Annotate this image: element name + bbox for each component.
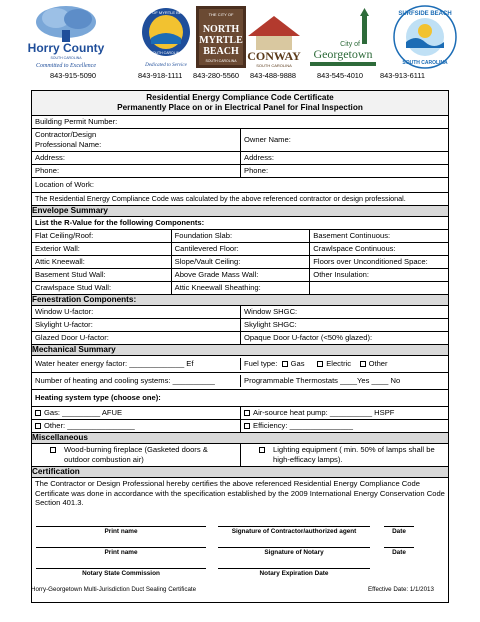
georgetown-top: City of bbox=[340, 41, 360, 48]
window-shgc-field[interactable]: Window SHGC: bbox=[240, 306, 448, 318]
print-name-caption-2: Print name bbox=[104, 549, 138, 556]
conway-logo bbox=[242, 4, 306, 70]
location-field[interactable]: Location of Work: bbox=[35, 180, 94, 189]
north-myrtle-beach-logo bbox=[196, 4, 246, 70]
owner-name-field[interactable]: Owner Name: bbox=[240, 129, 448, 151]
surfside-sub: SOUTH CAROLINA bbox=[402, 60, 448, 66]
fuel-electric-checkbox[interactable] bbox=[317, 361, 323, 367]
phone-conway: 843-488-9888 bbox=[250, 71, 297, 80]
title-line-1: Residential Energy Compliance Code Certificate bbox=[146, 93, 334, 102]
mechanical-header: Mechanical Summary bbox=[32, 345, 448, 356]
nmb-sub: SOUTH CAROLINA bbox=[205, 59, 237, 63]
heating-system-label: Heating system type (choose one): bbox=[35, 393, 161, 402]
other-heating-label: Other: ________________ bbox=[44, 421, 135, 430]
notary-expiration-caption: Notary Expiration Date bbox=[259, 570, 329, 577]
cert-header: Certification bbox=[32, 467, 448, 478]
date-caption-1: Date bbox=[392, 528, 406, 535]
skylight-u-factor-field[interactable]: Skylight U-factor: bbox=[35, 320, 93, 329]
myrtle-top: CITY OF MYRTLE BEACH bbox=[142, 10, 190, 15]
window-u-factor-field[interactable]: Window U-factor: bbox=[35, 307, 94, 316]
exterior-wall-field[interactable]: Exterior Wall: bbox=[35, 244, 80, 253]
skylight-shgc-field[interactable]: Skylight SHGC: bbox=[240, 319, 448, 331]
footer-left: Horry-Georgetown Multi-Jurisdiction Duct Sealing Certificate bbox=[31, 586, 197, 593]
floors-unconditioned-field[interactable]: Floors over Unconditioned Space: bbox=[309, 256, 448, 268]
lighting-option[interactable] bbox=[240, 444, 448, 466]
lighting-label-2: high-efficacy lamps). bbox=[273, 455, 343, 464]
basement-continuous-field[interactable]: Basement Continuous: bbox=[309, 230, 448, 242]
form-title bbox=[32, 91, 448, 116]
other-heating-checkbox[interactable] bbox=[35, 423, 41, 429]
conway-sub: SOUTH CAROLINA bbox=[256, 63, 292, 68]
date-line-2[interactable] bbox=[384, 547, 414, 548]
conway-name: CONWAY bbox=[247, 49, 301, 63]
phone-nmb: 843-280-5560 bbox=[193, 71, 240, 80]
phone-numbers bbox=[50, 71, 460, 81]
notary-signature-caption: Signature of Notary bbox=[264, 549, 324, 556]
title-line-2: Permanently Place on or in Electrical Panel for Final Inspection bbox=[117, 103, 363, 112]
above-grade-mass-wall-field[interactable]: Above Grade Mass Wall: bbox=[171, 269, 310, 281]
print-name-line-1[interactable] bbox=[36, 526, 206, 527]
efficiency-label: Efficiency: _______________ bbox=[253, 421, 353, 430]
gas-afue-label: Gas: _________ AFUE bbox=[44, 408, 123, 417]
envelope-header: Envelope Summary bbox=[32, 206, 448, 217]
fuel-type-label: Fuel type: bbox=[244, 359, 278, 368]
contractor-signature-caption: Signature of Contractor/authorized agent bbox=[231, 528, 357, 535]
fireplace-option[interactable] bbox=[32, 444, 240, 466]
print-name-caption-1: Print name bbox=[104, 528, 138, 535]
surfside-top: SURFSIDE BEACH bbox=[398, 11, 452, 17]
programmable-thermostats-field[interactable]: Programmable Thermostats ____Yes ____ No bbox=[240, 375, 448, 387]
other-insulation-field[interactable]: Other Insulation: bbox=[309, 269, 448, 281]
opaque-door-field[interactable]: Opaque Door U-factor (<50% glazed): bbox=[240, 332, 448, 344]
contractor-label-1: Contractor/Design bbox=[35, 130, 97, 139]
water-heater-field[interactable]: Water heater energy factor: _____________ Ef bbox=[35, 359, 194, 368]
georgetown-logo bbox=[310, 4, 376, 70]
heat-pump-label: Air-source heat pump: __________ HSPF bbox=[253, 408, 395, 417]
contractor-signature-line[interactable] bbox=[218, 526, 370, 527]
fireplace-checkbox[interactable] bbox=[50, 447, 56, 453]
myrtle-beach-logo bbox=[137, 4, 195, 70]
fenestration-header: Fenestration Components: bbox=[32, 295, 448, 306]
phone-surfside: 843-913-6111 bbox=[380, 71, 425, 80]
fuel-type-group bbox=[240, 358, 448, 370]
efficiency-option[interactable] bbox=[240, 420, 448, 432]
fuel-other-checkbox[interactable] bbox=[360, 361, 366, 367]
gas-afue-option[interactable] bbox=[32, 407, 240, 419]
other-heating-option[interactable] bbox=[32, 420, 240, 432]
myrtle-tagline: Dedicated to Service bbox=[145, 63, 187, 68]
date-line-1[interactable] bbox=[384, 526, 414, 527]
slope-vault-ceiling-field[interactable]: Slope/Vault Ceiling: bbox=[171, 256, 310, 268]
nmb-beach: BEACH bbox=[203, 46, 239, 57]
notary-commission-line[interactable] bbox=[36, 568, 206, 569]
calc-note: The Residential Energy Compliance Code was calculated by the above referenced contractor or design professional. bbox=[35, 194, 406, 203]
cantilevered-floor-field[interactable]: Cantilevered Floor: bbox=[171, 243, 310, 255]
contractor-name-field[interactable] bbox=[32, 129, 240, 151]
fuel-electric-label: Electric bbox=[326, 359, 352, 368]
lighting-checkbox[interactable] bbox=[259, 447, 265, 453]
owner-address-field[interactable]: Address: bbox=[240, 152, 448, 164]
contractor-address-field[interactable]: Address: bbox=[35, 153, 65, 162]
phone-georgetown: 843-545-4010 bbox=[317, 71, 364, 80]
notary-signature-line[interactable] bbox=[218, 547, 370, 548]
myrtle-sub: SOUTH CAROLINA bbox=[150, 51, 182, 55]
contractor-label-2: Professional Name: bbox=[35, 140, 102, 149]
contractor-phone-field[interactable]: Phone: bbox=[35, 166, 60, 175]
horry-sub: SOUTH CAROLINA bbox=[50, 56, 82, 60]
efficiency-checkbox[interactable] bbox=[244, 423, 250, 429]
horry-name: Horry County bbox=[27, 41, 105, 55]
gas-afue-checkbox[interactable] bbox=[35, 410, 41, 416]
foundation-slab-field[interactable]: Foundation Slab: bbox=[171, 230, 310, 242]
phone-myrtle: 843-918-1111 bbox=[138, 71, 183, 80]
fireplace-label-1: Wood-burning fireplace (Gasketed doors & bbox=[64, 445, 208, 454]
footer-right: Effective Date: 1/1/2013 bbox=[368, 586, 434, 593]
date-caption-2: Date bbox=[392, 549, 406, 556]
lighting-label-1: Lighting equipment ( min. 50% of lamps shall be bbox=[273, 445, 435, 454]
surfside-beach-logo bbox=[392, 4, 458, 70]
notary-expiration-line[interactable] bbox=[218, 568, 370, 569]
fuel-gas-label: Gas bbox=[290, 359, 305, 368]
misc-header: Miscellaneous bbox=[32, 433, 448, 444]
horry-county-logo bbox=[20, 4, 112, 70]
fuel-gas-checkbox[interactable] bbox=[282, 361, 288, 367]
nmb-north: NORTH bbox=[202, 24, 240, 35]
cert-text: The Contractor or Design Professional hereby certifies the above referenced Residential Energy Compliance Code Certificate was done in accordance with the specification established by the 2009 International Energy Conservation Code Section 401.3. bbox=[35, 479, 445, 508]
heat-pump-option[interactable] bbox=[240, 407, 448, 419]
attic-kneewall-sheathing-field[interactable]: Attic Kneewall Sheathing: bbox=[171, 282, 310, 294]
phone-horry: 843-915-5090 bbox=[50, 71, 97, 80]
building-permit-field[interactable]: Building Permit Number: bbox=[35, 117, 118, 126]
attic-kneewall-field[interactable]: Attic Kneewall: bbox=[35, 257, 85, 266]
basement-stud-wall-field[interactable]: Basement Stud Wall: bbox=[35, 270, 106, 279]
nmb-myrtle: MYRTLE bbox=[199, 35, 243, 46]
flat-ceiling-field[interactable]: Flat Ceiling/Roof: bbox=[35, 231, 94, 240]
fuel-other-label: Other bbox=[368, 359, 388, 368]
system-count-field[interactable]: Number of heating and cooling systems: __________ bbox=[35, 376, 215, 385]
logo-strip bbox=[20, 4, 460, 72]
print-name-line-2[interactable] bbox=[36, 547, 206, 548]
heat-pump-checkbox[interactable] bbox=[244, 410, 250, 416]
crawlspace-stud-wall-field[interactable]: Crawlspace Stud Wall: bbox=[35, 283, 112, 292]
nmb-top: THE CITY OF bbox=[208, 12, 234, 17]
owner-phone-field[interactable]: Phone: bbox=[240, 165, 448, 177]
fireplace-label-2: outdoor combustion air) bbox=[64, 455, 144, 464]
envelope-empty-cell bbox=[309, 282, 448, 294]
georgetown-name: Georgetown bbox=[313, 47, 373, 61]
crawlspace-continuous-field[interactable]: Crawlspace Continuous: bbox=[309, 243, 448, 255]
glazed-door-field[interactable]: Glazed Door U-factor: bbox=[35, 333, 109, 342]
notary-commission-caption: Notary State Commission bbox=[82, 570, 160, 577]
horry-tagline: Committed to Excellence bbox=[36, 63, 96, 69]
envelope-intro: List the R-Value for the following Components: bbox=[35, 218, 205, 227]
